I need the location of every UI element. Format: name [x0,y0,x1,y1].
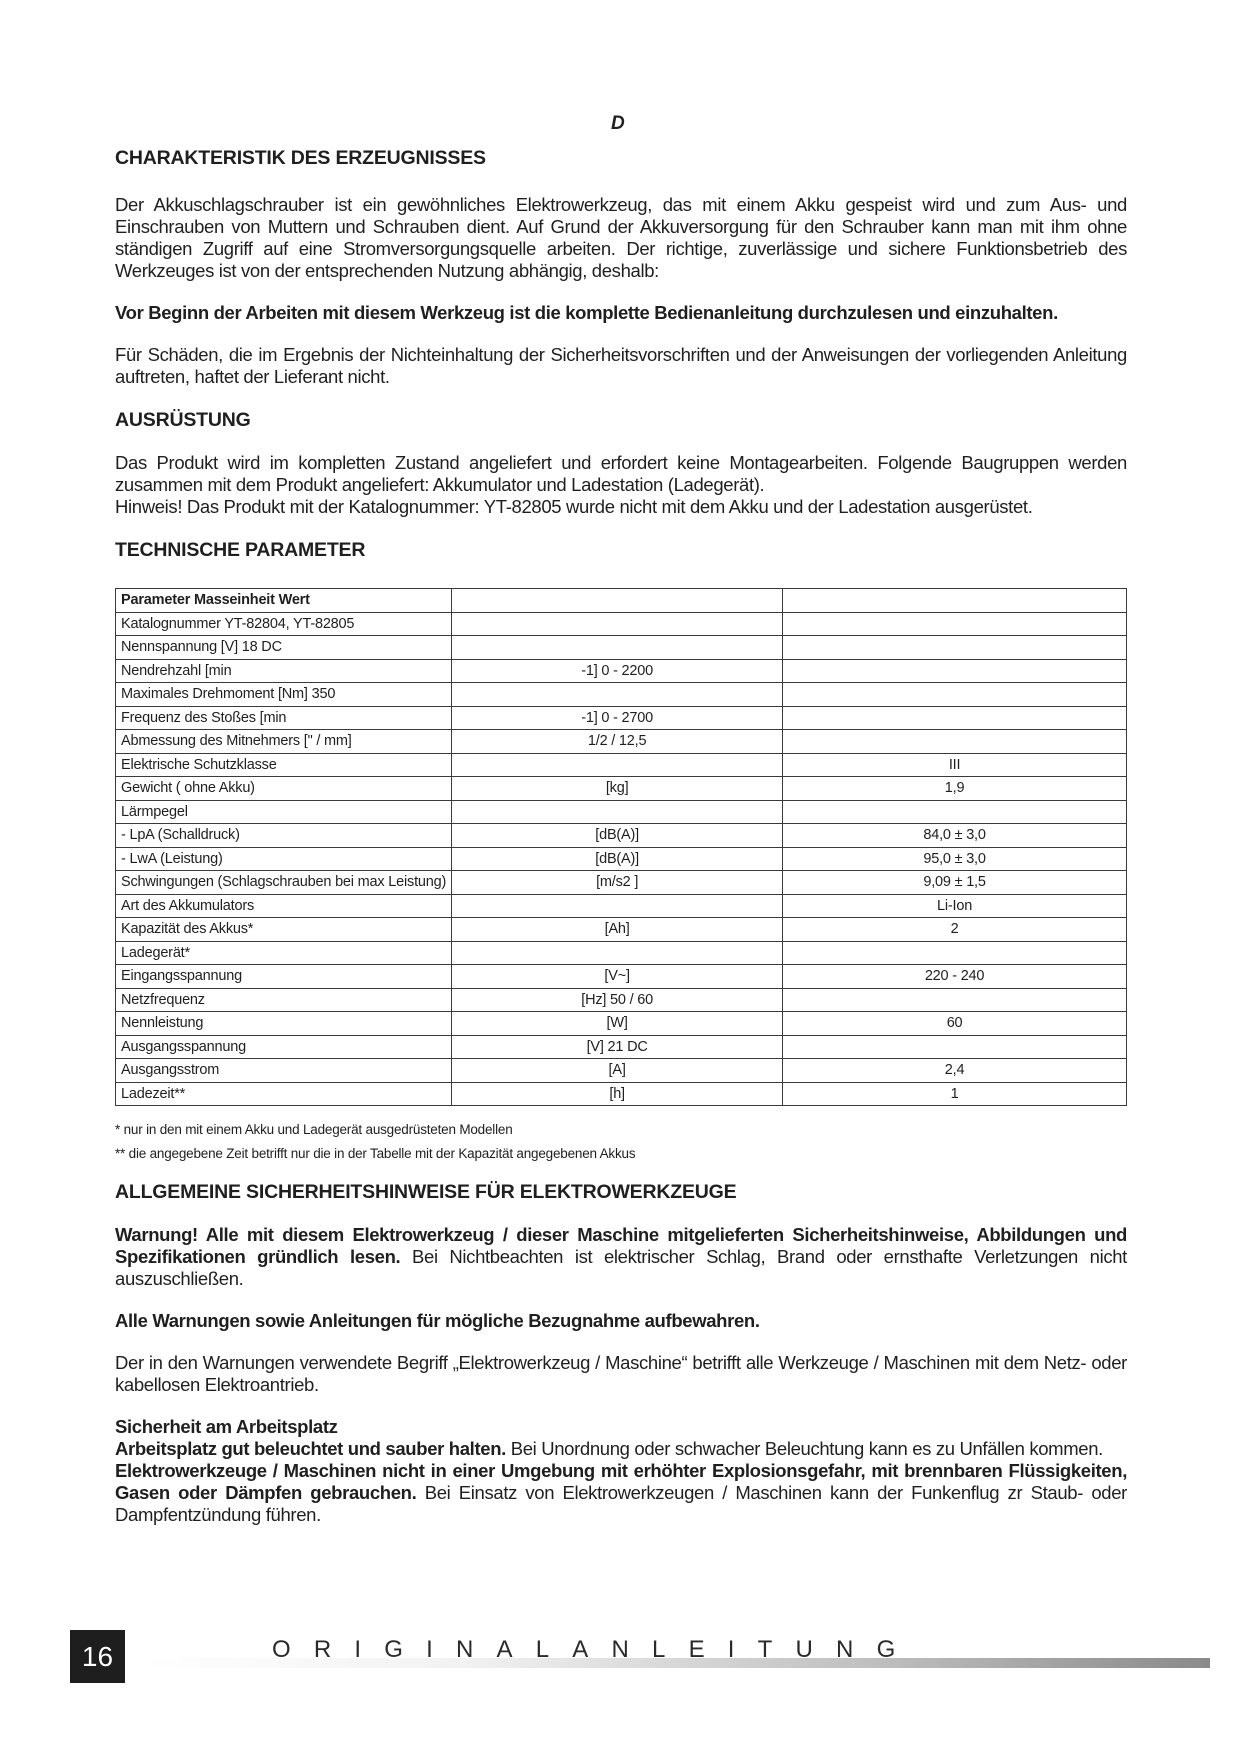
table-row [116,988,1127,1012]
table-cell-c3: 220 - 240 [783,965,1127,989]
table-cell-c1: - LwA (Leistung) [116,847,452,871]
table-cell-c2 [452,800,783,824]
table-row [116,824,1127,848]
table-cell-c3 [783,612,1127,636]
table-cell-c3 [783,730,1127,754]
table-cell-c2: [W] [452,1012,783,1036]
workplace-explosion-bold: Elektrowerkzeuge / Maschinen nicht in einer Umgebung mit erhöhter Explosionsgefahr, mit brennbaren Flüssigkeiten, Gasen oder Dämpfen gebrauchen. [115,1460,1127,1503]
table-row [116,1035,1127,1059]
table-cell-c2: [V~] [452,965,783,989]
table-cell-c2 [452,636,783,660]
workplace-explosion-normal: Bei Einsatz von Elektrowerkzeugen / Maschinen kann der Funkenflug zr Staub- oder Dampfentzündung führen. [115,1482,1127,1525]
table-cell-c3 [783,706,1127,730]
table-cell-c1: Nennleistung [116,1012,452,1036]
table-row [116,847,1127,871]
table-cell-c2: [kg] [452,777,783,801]
footnote-charging-time: ** die angegebene Zeit betrifft nur die in der Tabelle mit der Kapazität angegebenen Akkus [115,1146,636,1161]
equipment-paragraph: Das Produkt wird im kompletten Zustand angeliefert und erfordert keine Montagearbeiten. Folgende Baugruppen werden zusammen mit dem Produkt angeliefert: Akkumulator und Ladestation (Ladegerät). [115,452,1127,495]
table-cell-c3: 1 [783,1082,1127,1106]
table-cell-c2 [452,683,783,707]
table-row [116,706,1127,730]
table-cell-c1: Gewicht ( ohne Akku) [116,777,452,801]
table-row [116,1059,1127,1083]
table-cell-c1: Kapazität des Akkus* [116,918,452,942]
technical-title: TECHNISCHE PARAMETER [115,539,366,561]
table-row [116,941,1127,965]
table-cell-c1: - LpA (Schalldruck) [116,824,452,848]
table-cell-c1: Elektrische Schutzklasse [116,753,452,777]
table-row [116,753,1127,777]
table-cell-c2: [h] [452,1082,783,1106]
table-cell-c3: 9,09 ± 1,5 [783,871,1127,895]
table-row [116,1012,1127,1036]
workplace-explosion [115,1460,1127,1526]
table-cell-c3 [783,988,1127,1012]
table-row [116,894,1127,918]
table-row [116,683,1127,707]
keep-instructions: Alle Warnungen sowie Anleitungen für mögliche Bezugnahme aufbewahren. [115,1310,760,1331]
table-cell-c1: Ladegerät* [116,941,452,965]
table-row [116,777,1127,801]
table-cell-c1: Ausgangsstrom [116,1059,452,1083]
table-cell-c2: 1/2 / 12,5 [452,730,783,754]
table-cell-c3 [783,800,1127,824]
table-cell-c2 [452,589,783,613]
safety-warning-normal: Bei Nichtbeachten ist elektrischer Schlag, Brand oder ernsthafte Verletzungen nicht auszuschließen. [115,1246,1127,1289]
table-cell-c1: Netzfrequenz [116,988,452,1012]
table-cell-c1: Ausgangsspannung [116,1035,452,1059]
workplace-light [115,1438,1127,1460]
safety-warning [115,1224,1127,1290]
characteristic-title: CHARAKTERISTIK DES ERZEUGNISSES [115,147,486,169]
table-cell-c1: Katalognummer YT-82804, YT-82805 [116,612,452,636]
workplace-light-normal: Bei Unordnung oder schwacher Beleuchtung kann es zu Unfällen kommen. [505,1438,1103,1459]
safety-title: ALLGEMEINE SICHERHEITSHINWEISE FÜR ELEKTROWERKZEUGE [115,1181,737,1203]
table-cell-c3: 2,4 [783,1059,1127,1083]
table-cell-c3 [783,683,1127,707]
table-cell-c2: [Ah] [452,918,783,942]
table-cell-c2 [452,753,783,777]
table-cell-c3: 1,9 [783,777,1127,801]
footer-label: ORIGINALANLEITUNG [272,1636,919,1663]
workplace-light-bold: Arbeitsplatz gut beleuchtet und sauber halten. [115,1438,506,1459]
table-cell-c2: [Hz] 50 / 60 [452,988,783,1012]
equipment-note: Hinweis! Das Produkt mit der Katalognummer: YT-82805 wurde nicht mit dem Akku und der Ladestation ausgerüstet. [115,496,1033,517]
table-row [116,636,1127,660]
table-cell-c2: [dB(A)] [452,824,783,848]
language-marker: D [611,113,625,134]
table-row [116,612,1127,636]
term-definition: Der in den Warnungen verwendete Begriff „Elektrowerkzeug / Maschine“ betrifft alle Werkzeuge / Maschinen mit dem Netz- oder kabellosen Elektroantrieb. [115,1352,1127,1395]
table-cell-c1: Schwingungen (Schlagschrauben bei max Leistung) [116,871,452,895]
table-header-row [116,589,1127,613]
table-cell-c2 [452,612,783,636]
table-cell-c2: [dB(A)] [452,847,783,871]
table-cell-c2: [m/s2 ] [452,871,783,895]
table-cell-c3: 84,0 ± 3,0 [783,824,1127,848]
table-cell-c3: 2 [783,918,1127,942]
safety-warning-bold: Warnung! Alle mit diesem Elektrowerkzeug / dieser Maschine mitgelieferten Sicherheitshinweise, Abbildungen und Spezifikationen gründlich lesen. [115,1224,1127,1267]
technical-table-body [116,589,1127,1106]
characteristic-paragraph: Der Akkuschlagschrauber ist ein gewöhnliches Elektrowerkzeug, das mit einem Akku gespeist wird und zum Aus- und Einschrauben von Muttern und Schrauben dient. Auf Grund der Akkuversorgung für den Schrauber kann man mit ihm ohne ständigen Zugriff auf eine Stromversorgungsquelle arbeiten. Der richtige, zuverlässige und sichere Funktionsbetrieb des Werkzeuges ist von der entsprechenden Nutzung abhängig, deshalb: [115,194,1127,281]
table-cell-c1: Eingangsspannung [116,965,452,989]
table-cell-c1: Maximales Drehmoment [Nm] 350 [116,683,452,707]
read-manual-warning: Vor Beginn der Arbeiten mit diesem Werkzeug ist die komplette Bedienanleitung durchzulesen und einzuhalten. [115,302,1058,323]
table-cell-c1: Frequenz des Stoßes [min [116,706,452,730]
table-cell-c2 [452,894,783,918]
table-row [116,918,1127,942]
table-cell-c3: 95,0 ± 3,0 [783,847,1127,871]
table-cell-c1: Art des Akkumulators [116,894,452,918]
table-row [116,1082,1127,1106]
table-cell-c1: Lärmpegel [116,800,452,824]
page-number: 16 [70,1630,125,1683]
table-cell-c3: III [783,753,1127,777]
table-row [116,800,1127,824]
table-cell-c3 [783,1035,1127,1059]
table-cell-c2: [A] [452,1059,783,1083]
table-row [116,730,1127,754]
table-cell-c3 [783,589,1127,613]
table-cell-c1: Ladezeit** [116,1082,452,1106]
table-cell-c1: Parameter Masseinheit Wert [116,589,452,613]
equipment-title: AUSRÜSTUNG [115,409,251,431]
table-cell-c3 [783,636,1127,660]
table-cell-c2: -1] 0 - 2700 [452,706,783,730]
table-row [116,659,1127,683]
footnote-battery-models: * nur in den mit einem Akku und Ladegerät ausgedrüsteten Modellen [115,1122,513,1137]
technical-parameters-table [115,588,1127,1106]
table-row [116,871,1127,895]
table-cell-c2: -1] 0 - 2200 [452,659,783,683]
table-cell-c1: Nendrehzahl [min [116,659,452,683]
page-content [115,146,1127,1526]
table-cell-c3 [783,659,1127,683]
liability-paragraph: Für Schäden, die im Ergebnis der Nichteinhaltung der Sicherheitsvorschriften und der Anweisungen der vorliegenden Anleitung auftreten, haftet der Lieferant nicht. [115,344,1127,387]
table-cell-c3: Li-Ion [783,894,1127,918]
table-cell-c1: Abmessung des Mitnehmers [" / mm] [116,730,452,754]
table-cell-c3: 60 [783,1012,1127,1036]
table-footnotes [115,1118,1127,1166]
workplace-title: Sicherheit am Arbeitsplatz [115,1416,338,1437]
table-cell-c1: Nennspannung [V] 18 DC [116,636,452,660]
table-cell-c2: [V] 21 DC [452,1035,783,1059]
table-row [116,965,1127,989]
table-cell-c3 [783,941,1127,965]
table-cell-c2 [452,941,783,965]
